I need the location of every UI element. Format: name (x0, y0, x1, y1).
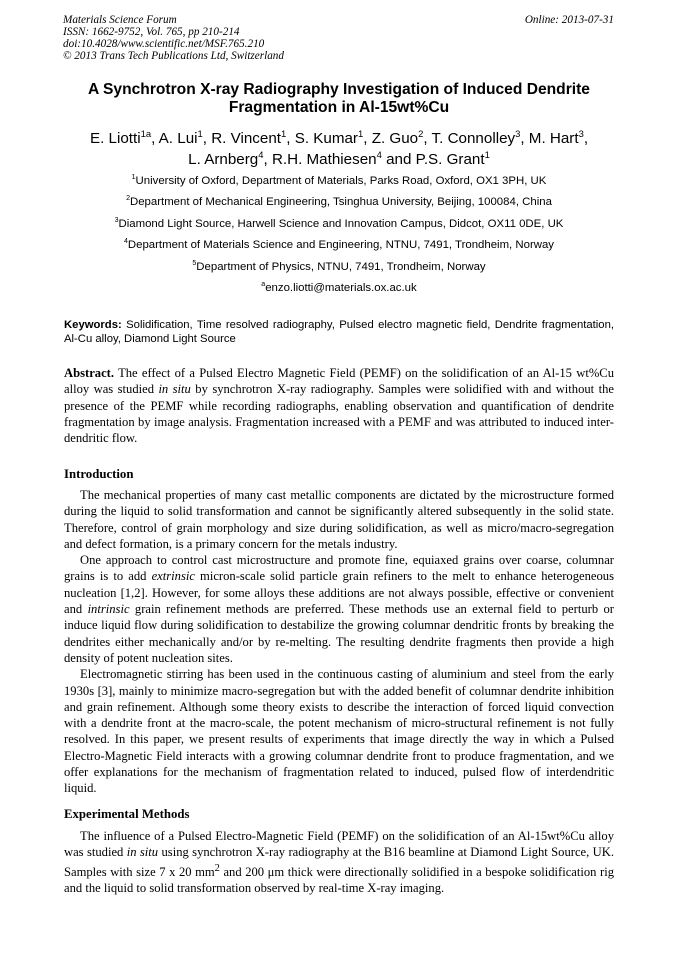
author: A. Lui$^1$, (158, 127, 212, 147)
keywords-label: Keywords: (64, 319, 122, 331)
contact-email: $^a$enzo.liotti@materials.ox.ac.uk (261, 281, 417, 294)
author: Z. Guo$^2$, (371, 127, 432, 147)
affiliation: $^3$Diamond Light Source, Harwell Science and Innovation Campus, Didcot, OX11 0DE, UK (114, 217, 564, 230)
author: M. Hart$^3$, (528, 127, 589, 147)
paragraph: One approach to control cast microstructure and promote fine, equiaxed grains over coarse, columnar grains is to add extrinsic micron-scale solid particle grain refiners to the melt to enhance heterogeneous nucleation [1,2]. However, for some alloys these additions are not always possible, effective or convenient and intrinsic grain refinement methods are preferred. These methods use an external field to perturb or induce liquid flow during solidification to destabilize the growing columnar dendritic fronts by breaking the dendrites either mechanically and/or by re-melting. The resulting dendrite fragments then provide a high density of potent nucleation sites. (64, 553, 614, 665)
experimental-body (64, 828, 614, 896)
affiliation: $^5$Department of Physics, NTNU, 7491, Trondheim, Norway (192, 260, 486, 273)
online-date: Online: 2013-07-31 (524, 14, 614, 26)
affiliation: $^2$Department of Mechanical Engineering, Tsinghua University, Beijing, 100084, China (126, 195, 552, 208)
author: P.S. Grant$^1$ (415, 148, 490, 168)
author: R. Vincent$^1$, (211, 127, 295, 147)
journal-issn: ISSN: 1662-9752, Vol. 765, pp 210-214 (63, 26, 240, 38)
author-conjunction: and (386, 151, 412, 168)
author: T. Connolley$^3$, (431, 127, 529, 147)
affiliation: $^1$University of Oxford, Department of Materials, Parks Road, Oxford, OX1 3PH, UK (131, 174, 547, 187)
introduction-body (64, 487, 614, 797)
abstract-label: Abstract. (64, 366, 115, 380)
title-line-1: A Synchrotron X-ray Radiography Investigation of Induced Dendrite (88, 81, 590, 98)
author: S. Kumar$^1$, (294, 127, 372, 147)
section-heading-introduction: Introduction (64, 467, 134, 481)
abstract: Abstract. The effect of a Pulsed Electro Magnetic Field (PEMF) on the solidification of an Al-15 wt%Cu alloy was studied in situ by synchrotron X-ray radiography. Samples were solidified with and without the presence of the PEMF while recording radiographs, enabling observation and quantification of dendrite fragmentation by image analysis. Fragmentation increased with a PEMF and was attributed to induced inter-dendritic flow. (64, 366, 615, 446)
journal-header (63, 14, 614, 62)
paragraph: The mechanical properties of many cast metallic components are dictated by the microstructure formed during the liquid to solid transformation and cannot be significantly altered subsequently in the solid state. Therefore, control of grain morphology and size during solidification, as well as micro/macro-segregation and defect formation, is a primary concern for the metals industry. (64, 488, 614, 551)
paragraph: Electromagnetic stirring has been used in the continuous casting of aluminium and steel from the early 1930s [3], mainly to minimize macro-segregation but with the added benefit of columnar dendrite inhibition and grain refinement. Although some theory exists to describe the interaction of forced liquid convection with a dendrite front at the macro-scale, the potent mechanism of micro-structural refinement is not fully resolved. In this paper, we present results of experiments that image directly the way in which a Pulsed Electro-Magnetic Field interacts with a growing columnar dendrite front to produce fragmentation, and we offer explanations for the mechanism of fragmentation related to induced, pulsed flow of interdendritic liquid. (64, 667, 614, 796)
title-line-2: Fragmentation in Al-15wt%Cu (228, 99, 450, 116)
journal-doi: doi:10.4028/www.scientific.net/MSF.765.210 (63, 38, 265, 50)
author: R.H. Mathiesen$^4$ (271, 148, 382, 168)
author: L. Arnberg$^4$, (188, 148, 272, 168)
keywords (64, 318, 614, 346)
section-heading-experimental: Experimental Methods (64, 807, 190, 821)
journal-copyright: © 2013 Trans Tech Publications Ltd, Switzerland (63, 50, 284, 62)
journal-name: Materials Science Forum (63, 14, 177, 26)
author: E. Liotti$^{1a}$, (89, 127, 159, 147)
paragraph: The influence of a Pulsed Electro-Magnetic Field (PEMF) on the solidification of an Al-15wt%Cu alloy was studied in situ using synchrotron X-ray radiography at the B16 beamline at Diamond Light Source, UK. Samples with size 7 x 20 $mm^2$ and 200 μm thick were directionally solidified in a bespoke solidification rig and the liquid to solid transformation observed by real-time X-ray imaging. (64, 829, 615, 896)
keywords-text: Solidification, Time resolved radiography, Pulsed electro magnetic field, Dendrite fragmentation, Al-Cu alloy, Diamond Light Source (64, 319, 614, 345)
affiliation: $^4$Department of Materials Science and Engineering, NTNU, 7491, Trondheim, Norway (123, 238, 554, 251)
author-list (40, 128, 638, 170)
paper-title (40, 81, 638, 117)
